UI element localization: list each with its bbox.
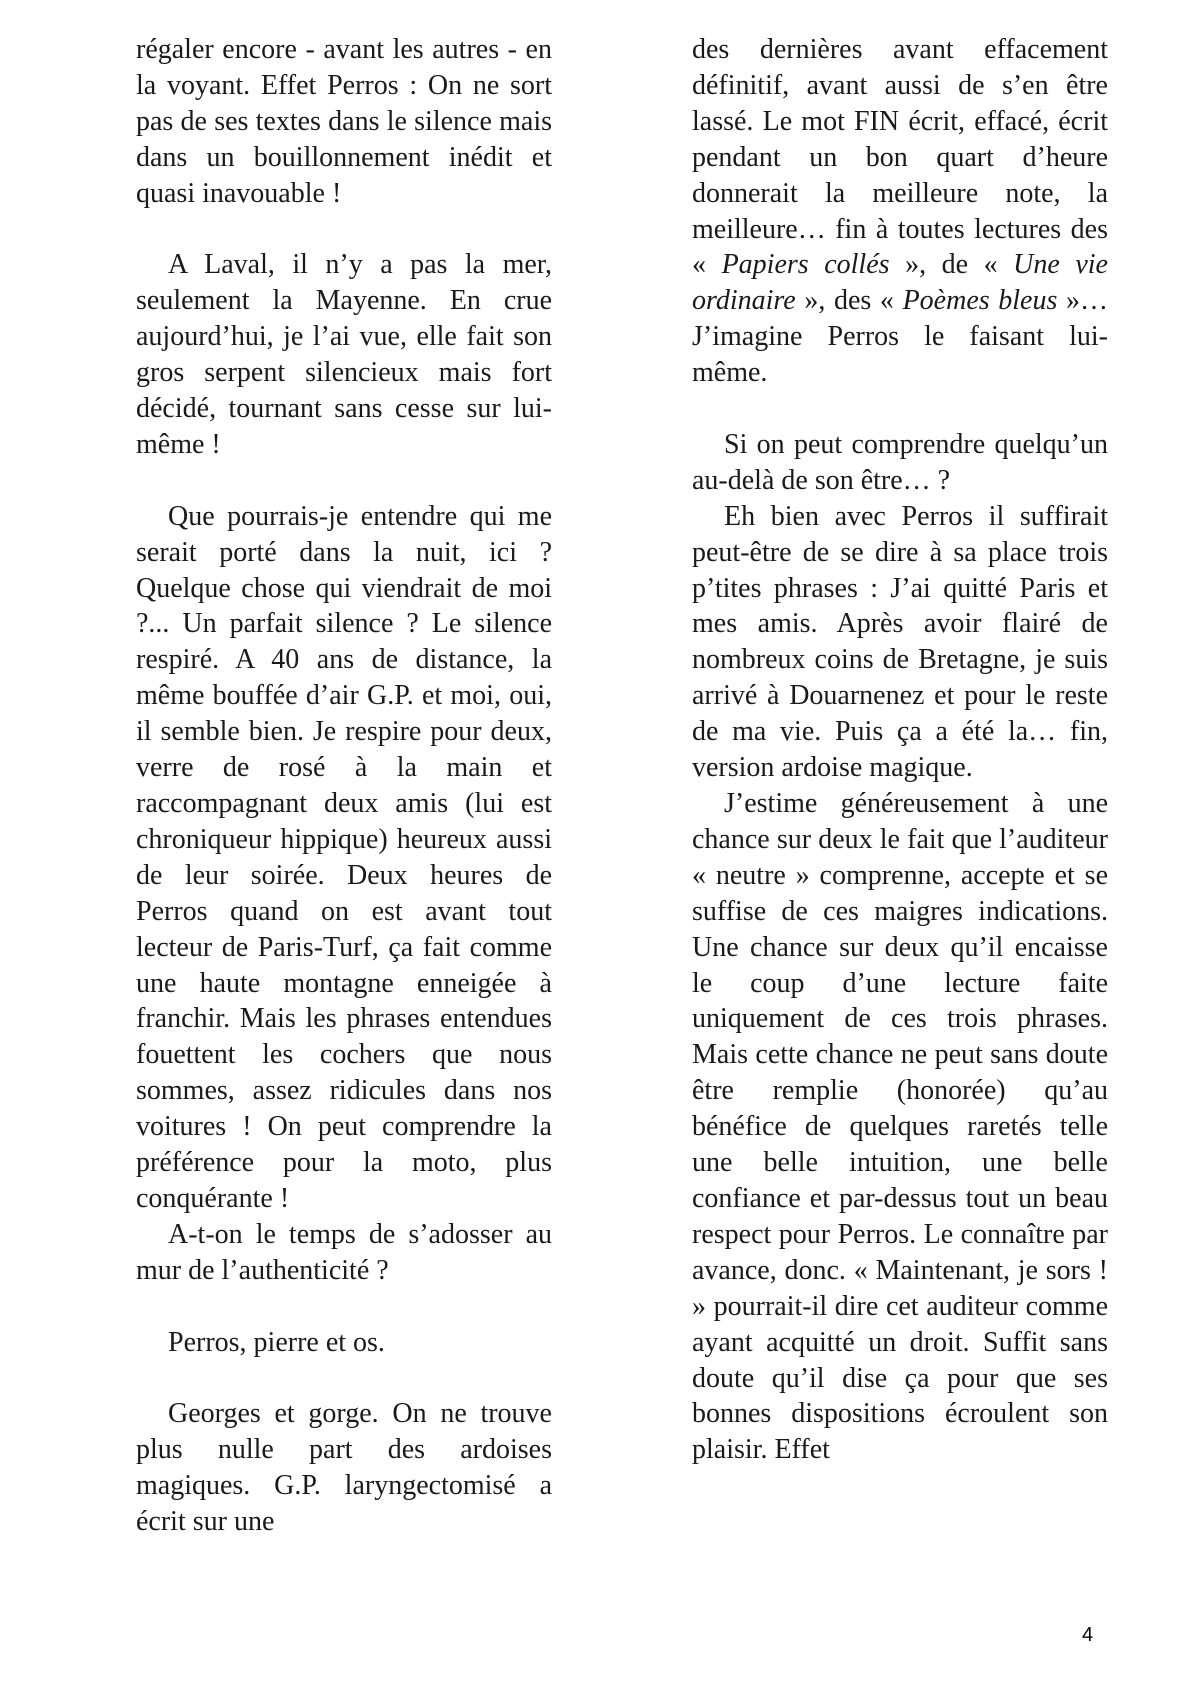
page-number: 4 xyxy=(1082,1624,1094,1646)
text-segment: des dernières avant effacement définitif, avant aussi de s’en être lassé. Le mot FIN écrit, effacé, écrit pendant un bon quart d’heure donnerait la meilleure note, la meilleure… fin à toutes lectures des « xyxy=(692,34,1108,281)
paragraph-chance: J’estime généreusement à une chance sur deux le fait que l’auditeur « neutre » comprenne, accepte et se suffise de ces maigres indications. Une chance sur deux qu’il encaisse le coup d’une lecture faite uniquement de ces trois phrases. Mais cette chance ne peut sans doute être remplie (honorée) qu’au bénéfice de quelques raretés telle une belle intuition, une belle confiance et par-dessus tout un beau respect pour Perros. Le connaître par avance, donc. « Maintenant, je sors ! » pourrait-il dire cet auditeur comme ayant acquitté un droit. Suffit sans doute qu’il dise ça pour que ses bonnes dispositions écroulent son plaisir. Effet xyxy=(692,788,1108,1466)
paragraph-silence: Que pourrais-je entendre qui me serait porté dans la nuit, ici ? Quelque chose qui viendrait de moi ?... Un parfait silence ? Le silence respiré. A 40 ans de distance, la même bouffée d’air G.P. et moi, oui, il semble bien. Je respire pour deux, verre de rosé à la main et raccompagnant deux amis (lui est chroniqueur hippique) heureux aussi de leur soirée. Deux heures de Perros quand on est avant tout lecteur de Paris-Turf, ça fait comme une haute montagne enneigée à franchir. Mais les phrases entendues fouettent les cochers que nous sommes, assez ridicules dans nos voitures ! On peut comprendre la préférence pour la moto, plus conquérante ! xyxy=(136,500,552,1214)
paragraph-trois-phrases: Eh bien avec Perros il suffirait peut-être de se dire à sa place trois p’tites phrases : J’ai quitté Paris et mes amis. Après avoir flairé de nombreux coins de Bretagne, je suis arrivé à Douarnenez et pour le reste de ma vie. Puis ça a été la… fin, version ardoise magique. xyxy=(692,500,1108,784)
book-title: Poèmes bleus xyxy=(902,285,1058,317)
text-segment: », de « xyxy=(889,249,1014,281)
text-segment: »… J’imagine Perros le faisant lui-même. xyxy=(692,285,1109,389)
paragraph-comprendre: Si on peut comprendre quelqu’un au-delà de son être… ? xyxy=(692,428,1108,496)
paragraph-continuation: régaler encore - avant les autres - en la voyant. Effet Perros : On ne sort pas de ses textes dans le silence mais dans un bouillonnement inédit et quasi inavouable ! xyxy=(136,34,552,209)
text-segment: », des « xyxy=(795,285,903,317)
paragraph-ardoise-fin xyxy=(692,32,1108,391)
book-title: Une vie ordinaire xyxy=(692,249,1108,317)
book-title: Papiers collés xyxy=(721,249,890,281)
paragraph-georges-gorge: Georges et gorge. On ne trouve plus nulle part des ardoises magiques. G.P. laryngectomisé a écrit sur une xyxy=(136,1398,552,1538)
left-text-column xyxy=(136,32,552,1540)
right-text-column xyxy=(692,32,1108,1468)
paragraph-laval: A Laval, il n’y a pas la mer, seulement la Mayenne. En crue aujourd’hui, je l’ai vue, elle fait son gros serpent silencieux mais fort décidé, tournant sans cesse sur lui-même ! xyxy=(136,249,552,460)
paragraph-authenticite: A-t-on le temps de s’adosser au mur de l’authenticité ? xyxy=(136,1218,552,1286)
paragraph-pierre-et-os: Perros, pierre et os. xyxy=(168,1326,385,1358)
